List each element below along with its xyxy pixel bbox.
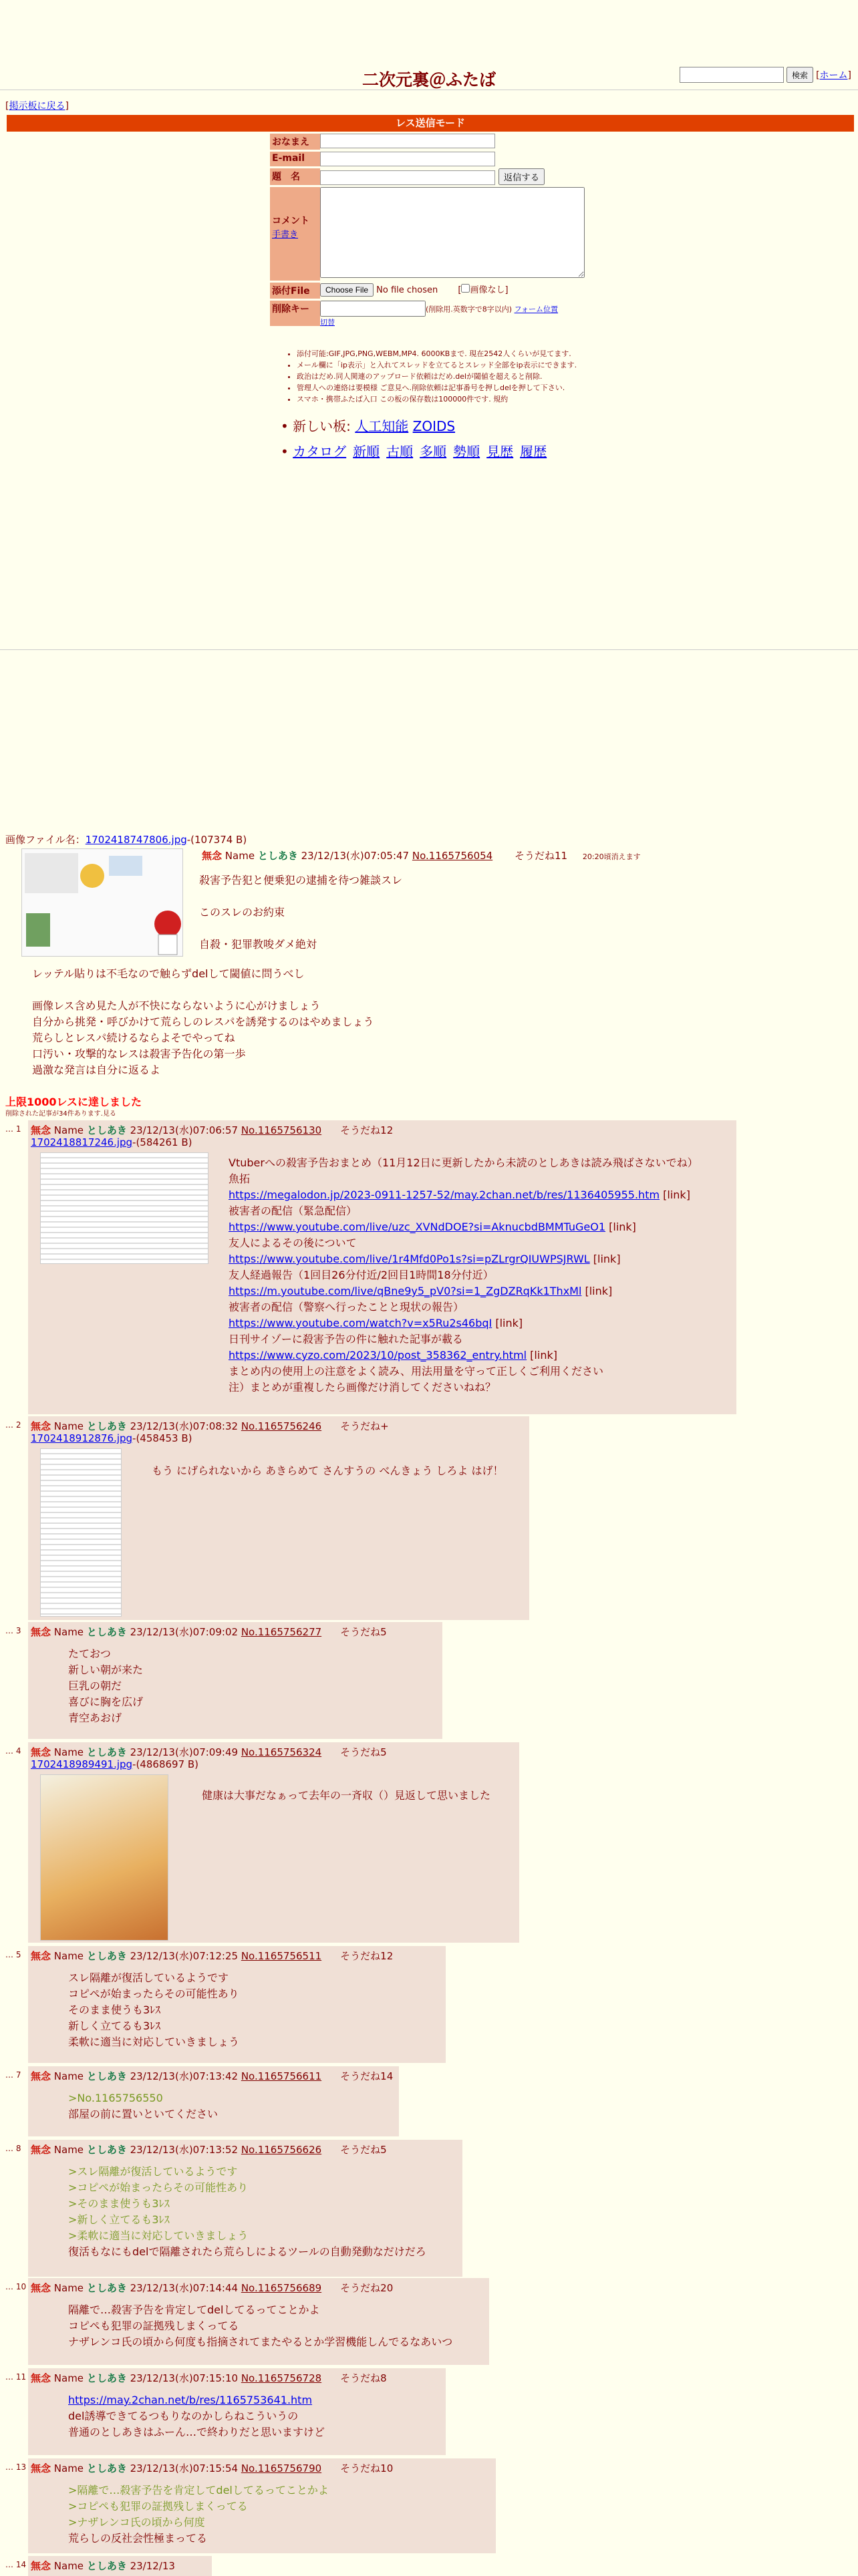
reply-name: としあき xyxy=(86,1420,127,1432)
reply-number-link[interactable]: No.1165756728 xyxy=(241,2372,322,2384)
body-line: たておつ xyxy=(68,1647,111,1660)
sod-button[interactable]: そうだね14 xyxy=(340,2070,394,2082)
reply-header: 無念 Name としあき 23/12/13(水)07:09:49 No.1165756324 そうだね5 xyxy=(31,1746,387,1758)
submit-button[interactable]: 返信する xyxy=(498,168,545,185)
reply-subject: 無念 xyxy=(31,2282,51,2294)
reply-file-info xyxy=(31,1432,192,1444)
body-line: 日刊サイゾーに殺害予告の件に触れた記事が載る xyxy=(229,1333,463,1345)
file-size: -(584261 B) xyxy=(132,1136,192,1148)
board-link[interactable]: 人工知能 xyxy=(355,418,409,434)
email-label: E-mail xyxy=(270,152,320,166)
thumbnail-image xyxy=(22,849,182,956)
top-header xyxy=(0,0,858,90)
comment-textarea[interactable] xyxy=(320,187,585,278)
delete-key-note: (削除用.英数字で8字以内) xyxy=(426,305,513,314)
reply-post xyxy=(28,2278,489,2365)
no-image-label: 画像なし xyxy=(470,285,505,295)
reply-post xyxy=(28,2140,462,2277)
reply-body xyxy=(68,2090,218,2122)
body-line: https://www.cyzo.com/2023/10/post_358362_entry.html [link] xyxy=(229,1349,557,1361)
reply-body xyxy=(229,1155,698,1396)
reply-marker: … 11 xyxy=(5,2372,27,2382)
reply-link[interactable]: https://may.2chan.net/b/res/1165753641.htm xyxy=(68,2394,313,2406)
delete-key-input[interactable] xyxy=(320,301,426,317)
quote-line: >そのまま使うも3ﾚｽ xyxy=(68,2197,170,2210)
reply-number-link[interactable]: No.1165756689 xyxy=(241,2282,322,2294)
reply-number-link[interactable]: No.1165756626 xyxy=(241,2144,322,2156)
reply-file-info xyxy=(31,1136,192,1148)
body-line: スレ隔離が復活しているようです xyxy=(68,1971,229,1984)
reply-name: としあき xyxy=(86,2070,127,2082)
quote-line: >隔離で…殺害予告を肯定してdelしてるってことかよ xyxy=(68,2484,329,2497)
home-link[interactable]: ホーム xyxy=(819,70,848,81)
reply-subject: 無念 xyxy=(31,2372,51,2384)
toggle-link[interactable]: 切替 xyxy=(320,318,335,327)
reply-thumbnail[interactable] xyxy=(40,1448,122,1617)
reply-file-link[interactable]: 1702418912876.jpg xyxy=(31,1432,133,1444)
reply-number-link[interactable]: No.1165756611 xyxy=(241,2070,322,2082)
reply-name: としあき xyxy=(86,1746,127,1758)
deleted-note: 削除された記事が34件あります.見る xyxy=(5,1110,116,1118)
reply-post xyxy=(28,1622,442,1739)
file-size: -(458453 B) xyxy=(132,1432,192,1444)
reply-subject: 無念 xyxy=(31,1950,51,1962)
reply-header: 無念 Name としあき 23/12/13(水)07:13:52 No.1165756626 そうだね5 xyxy=(31,2144,387,2156)
body-line: 部屋の前に置いといてください xyxy=(68,2108,219,2120)
reply-name: としあき xyxy=(86,1124,127,1136)
sod-button[interactable]: そうだね11 xyxy=(515,850,568,862)
op-number-link[interactable]: No.1165756054 xyxy=(412,850,493,862)
body-line: 荒らしの反社会性極まってる xyxy=(68,2532,208,2545)
nav-link-many[interactable]: 多順 xyxy=(420,444,447,460)
reply-body xyxy=(68,1646,143,1726)
reply-body xyxy=(202,1788,490,1804)
no-image-checkbox[interactable] xyxy=(461,284,470,293)
body-line: https://www.youtube.com/live/uzc_XVNdDOE?si=AknucbdBMMTuGeO1 [link] xyxy=(229,1221,636,1233)
body-line: 普通のとしあきはふーん…で終わりだと思いますけど xyxy=(68,2426,325,2438)
page-title: 二次元裏＠ふたば xyxy=(362,70,496,90)
body-line: 新しい朝が来た xyxy=(68,1663,144,1676)
sod-button[interactable]: そうだね5 xyxy=(340,1746,387,1758)
nav-link-old[interactable]: 古順 xyxy=(386,444,414,460)
quote-line: >ナザレンコ氏の頃から何度 xyxy=(68,2516,205,2529)
post-form: おなまえ E-mail 題 名 返信する コメント 手書き 添付File Choose File No file chosen [ 画像なし] 削除キー (削除用.英数字で8字以内) フォーム位置 切替 xyxy=(270,134,604,329)
op-thumbnail[interactable] xyxy=(21,848,183,957)
body-line: 柔軟に適当に対応していきましょう xyxy=(68,2036,240,2048)
reply-post xyxy=(28,2368,446,2455)
body-line: 復活もなにもdelで隔離されたら荒らしによるツールの自動発動なだけだろ xyxy=(68,2245,426,2258)
reply-name: としあき xyxy=(86,2144,127,2156)
quote-line: >コピペが始まったらその可能性あり xyxy=(68,2181,249,2194)
reply-number-link[interactable]: No.1165756790 xyxy=(241,2462,322,2474)
nav-link-new[interactable]: 新順 xyxy=(353,444,380,460)
body-line: 魚拓 xyxy=(229,1172,251,1185)
body-line: 被害者の配信（緊急配信） xyxy=(229,1204,358,1217)
reply-mode-bar: レス送信モード xyxy=(7,115,854,132)
reply-header: 無念 Name としあき 23/12/13(水)07:13:42 No.1165756611 そうだね14 xyxy=(31,2070,394,2082)
reply-marker: … 13 xyxy=(5,2462,27,2472)
reply-body xyxy=(68,2302,452,2350)
sod-button[interactable]: そうだね12 xyxy=(340,1950,394,1962)
reply-name: としあき xyxy=(86,2462,127,2474)
subject-input[interactable] xyxy=(320,170,495,185)
body-line: 健康は大事だなぁって去年の一斉収（）見返して思いました xyxy=(202,1789,491,1802)
sod-button[interactable]: そうだね12 xyxy=(340,1124,394,1136)
reply-marker: … 8 xyxy=(5,2144,21,2153)
board-link[interactable]: ZOIDS xyxy=(412,418,456,434)
body-line: Vtuberへの殺害予告おまとめ（11月12日に更新したから未読のとしあきは読み飛ばさないでね） xyxy=(229,1156,698,1169)
reply-number-link[interactable]: No.1165756277 xyxy=(241,1626,322,1638)
reply-header: 無念 Name としあき 23/12/13(水)07:15:54 No.1165756790 そうだね10 xyxy=(31,2462,394,2474)
limit-notice: 上限1000レスに達しました xyxy=(5,1096,142,1108)
body-line: まとめ内の使用上の注意をよく読み、用法用量を守って正しくご利用ください xyxy=(229,1365,603,1378)
reply-marker: … 3 xyxy=(5,1626,21,1635)
body-line: del誘導できてるつもりなのかしらねこういうの xyxy=(68,2410,299,2422)
catalog-nav: • カタログ 新順 古順 多順 勢順 見歴 履歴 xyxy=(281,444,547,460)
name-label: おなまえ xyxy=(270,134,320,150)
reply-number-link[interactable]: No.1165756511 xyxy=(241,1950,322,1962)
reply-name: としあき xyxy=(86,2372,127,2384)
reply-header: 無念 Name としあき 23/12/13(水)07:15:10 No.1165756728 そうだね8 xyxy=(31,2372,387,2384)
body-line: https://m.youtube.com/live/qBne9y5_pV0?si=1_ZgDZRqKk1ThxMl [link] xyxy=(229,1285,613,1297)
name-input[interactable] xyxy=(320,134,495,148)
body-line: https://www.youtube.com/watch?v=x5Ru2s46bqI [link] xyxy=(229,1317,523,1329)
quote-line: >スレ隔離が復活しているようです xyxy=(68,2165,238,2178)
reply-file-link[interactable]: 1702418989491.jpg xyxy=(31,1758,133,1770)
reply-link[interactable]: https://www.youtube.com/live/1r4Mfd0Po1s?si=pZLrgrQIUWPSJRWL xyxy=(229,1253,590,1265)
nav-link-viewed[interactable]: 見歴 xyxy=(486,444,514,460)
nav-link-history[interactable]: 履歴 xyxy=(520,444,547,460)
reply-post xyxy=(28,1120,736,1414)
file-size: -(4868697 B) xyxy=(132,1758,199,1770)
reply-body xyxy=(68,1970,239,2050)
reply-marker: … 14 xyxy=(5,2560,27,2569)
op-header: 無念 Name としあき 23/12/13(水)07:05:47 No.1165756054 そうだね11 20:20頃消えます xyxy=(202,850,641,862)
body-line: 注）まとめが重複したら画像だけ消してくださいねね？ xyxy=(229,1381,496,1394)
reply-header: 無念 Name としあき 23/12/13 xyxy=(31,2560,175,2572)
back-to-board-link[interactable]: 掲示板に戻る xyxy=(9,101,65,112)
search-input[interactable] xyxy=(680,67,784,83)
note-item: • 政治はだめ.同人関連のアップロード依頼はだめ.delが閾値を超えると削除. xyxy=(297,371,644,382)
sod-button[interactable]: そうだね+ xyxy=(340,1420,389,1432)
search-area: 検索 [ホーム] xyxy=(680,67,851,83)
reply-link[interactable]: https://megalodon.jp/2023-0911-1257-52/may.2chan.net/b/res/1136405955.htm xyxy=(229,1188,660,1201)
reply-subject: 無念 xyxy=(31,1420,51,1432)
reply-name: としあき xyxy=(86,1950,127,1962)
sod-button[interactable]: そうだね8 xyxy=(340,2372,387,2384)
body-line: 被害者の配信（警察へ行ったことと現状の報告） xyxy=(229,1301,464,1313)
reply-subject: 無念 xyxy=(31,2560,51,2572)
body-line: 隔離で…殺害予告を肯定してdelしてるってことかよ xyxy=(68,2303,320,2316)
body-line: 友人経過報告（1回目26分付近/2回目1時間18分付近） xyxy=(229,1269,494,1281)
reply-body xyxy=(68,2482,329,2547)
reply-subject: 無念 xyxy=(31,1626,51,1638)
reply-subject: 無念 xyxy=(31,2144,51,2156)
sod-button[interactable]: そうだね10 xyxy=(340,2462,394,2474)
handwriting-link[interactable]: 手書き xyxy=(272,230,299,240)
posting-notes xyxy=(270,348,644,405)
body-line: コピペも犯罪の証拠残しまくってる xyxy=(68,2319,239,2332)
reply-header: 無念 Name としあき 23/12/13(水)07:14:44 No.1165756689 そうだね20 xyxy=(31,2282,394,2294)
nav-link-momentum[interactable]: 勢順 xyxy=(453,444,480,460)
op-file-info: 画像ファイル名：1702418747806.jpg-(107374 B) xyxy=(5,834,247,846)
reply-post xyxy=(28,1416,529,1620)
comment-label: コメント xyxy=(272,216,309,226)
reply-post xyxy=(28,1742,519,1943)
quote-line: >No.1165756550 xyxy=(68,2092,163,2104)
op-file-link[interactable]: 1702418747806.jpg xyxy=(85,834,187,846)
reply-name: としあき xyxy=(86,1626,127,1638)
reply-body xyxy=(68,2164,426,2260)
sod-button[interactable]: そうだね5 xyxy=(340,2144,387,2156)
reply-number-link[interactable]: No.1165756130 xyxy=(241,1124,322,1136)
quote-line: >新しく立てるも3ﾚｽ xyxy=(68,2213,170,2226)
reply-marker: … 4 xyxy=(5,1746,21,1756)
body-line: 新しく立てるも3ﾚｽ xyxy=(68,2020,161,2032)
delete-key-label: 削除キー xyxy=(270,301,320,326)
reply-subject: 無念 xyxy=(31,1124,51,1136)
search-button[interactable]: 検索 xyxy=(786,67,813,83)
reply-post xyxy=(28,2458,496,2553)
subject-label: 題 名 xyxy=(270,168,320,185)
body-line: ナザレンコ氏の頃から何度も指摘されてまたやるとか学習機能しんでるなあいつ xyxy=(68,2336,453,2348)
reply-number-link[interactable]: No.1165756246 xyxy=(241,1420,322,1432)
reply-subject: 無念 xyxy=(31,2070,51,2082)
reply-name: としあき xyxy=(86,2560,127,2572)
form-position-link[interactable]: フォーム位置 xyxy=(514,305,559,314)
reply-link[interactable]: https://www.youtube.com/live/uzc_XVNdDOE?si=AknucbdBMMTuGeO1 xyxy=(229,1221,606,1233)
body-line: 巨乳の朝だ xyxy=(68,1679,122,1692)
body-line: そのまま使うも3ﾚｽ xyxy=(68,2003,161,2016)
reply-subject: 無念 xyxy=(31,1746,51,1758)
body-line: コピペが始まったらその可能性あり xyxy=(68,1987,239,2000)
comment-label-cell xyxy=(270,187,320,281)
reply-marker: … 2 xyxy=(5,1420,21,1430)
body-line: 喜びに胸を広げ xyxy=(68,1696,144,1708)
note-item: • 添付可能:GIF,JPG,PNG,WEBM,MP4. 6000KBまで. 現在2542人くらいが見てます. xyxy=(297,348,644,359)
email-input[interactable] xyxy=(320,152,495,166)
reply-file-link[interactable]: 1702418817246.jpg xyxy=(31,1136,133,1148)
reply-name: としあき xyxy=(86,2282,127,2294)
new-boards: • 新しい板: 人工知能 ZOIDS xyxy=(281,418,456,434)
reply-marker: … 10 xyxy=(5,2282,27,2291)
nav-link-catalog[interactable]: カタログ xyxy=(293,444,347,460)
reply-marker: … 7 xyxy=(5,2070,21,2080)
body-line: https://megalodon.jp/2023-0911-1257-52/may.2chan.net/b/res/1136405955.htm [link] xyxy=(229,1188,690,1201)
file-label: 添付File xyxy=(270,283,320,299)
body-line: 友人によるその後について xyxy=(229,1237,357,1249)
back-link-wrap: [掲示板に戻る] xyxy=(5,101,69,112)
reply-post xyxy=(28,1946,446,2063)
reply-header: 無念 Name としあき 23/12/13(水)07:09:02 No.1165756277 そうだね5 xyxy=(31,1626,387,1638)
reply-post xyxy=(28,2066,399,2136)
reply-body xyxy=(68,2392,325,2440)
reply-number-link[interactable]: No.1165756324 xyxy=(241,1746,322,1758)
reply-thumbnail[interactable] xyxy=(40,1152,208,1264)
note-item: • 管理人への連絡は要模様 ご意見へ.削除依頼は記事番号を押しdelを押して下さい. xyxy=(297,382,644,393)
op-body-rules: レッテル貼りは不毛なので触らずdelして閾値に問うべし 画像レス含め見た人が不快にならないように心がけましょう 自分から挑発・呼びかけて荒らしのレスパを誘発するのはやめましょう 荒らしとレスパ続けるならよそでやってね 口汚い・攻撃的なレスは殺害予告化の第一歩 過激な発言は自分に返るよ xyxy=(32,967,374,1076)
reply-subject: 無念 xyxy=(31,2462,51,2474)
reply-file-info xyxy=(31,1758,198,1770)
reply-marker: … 5 xyxy=(5,1950,21,1959)
body-line: 青空あおげ xyxy=(68,1712,122,1724)
choose-file-button[interactable]: Choose File xyxy=(320,283,374,297)
op-body: 殺害予告犯と便乗犯の逮捕を待つ雑談スレ このスレのお約束 自殺・犯罪教唆ダメ絶対 xyxy=(199,874,403,951)
quote-line: >コピペも犯罪の証拠残しまくってる xyxy=(68,2500,248,2513)
divider xyxy=(0,649,858,650)
file-status: No file chosen xyxy=(376,285,438,295)
note-item: • メール欄に「ip表示」と入れてスレッドを立てるとスレッド全部をip表示にできます. xyxy=(297,359,644,371)
body-line: もう にげられないから あきらめて さんすうの べんきょう しろよ はげ！ xyxy=(152,1464,504,1477)
reply-header: 無念 Name としあき 23/12/13(水)07:12:25 No.1165756511 そうだね12 xyxy=(31,1950,394,1962)
reply-body xyxy=(152,1463,504,1479)
reply-marker: … 1 xyxy=(5,1124,21,1134)
sod-button[interactable]: そうだね5 xyxy=(340,1626,387,1638)
reply-link[interactable]: https://www.cyzo.com/2023/10/post_358362_entry.html xyxy=(229,1349,527,1361)
note-item: • スマホ・携帯ふたば入口 この板の保存数は100000件です. 規約 xyxy=(297,393,644,405)
reply-header: 無念 Name としあき 23/12/13(水)07:08:32 No.1165756246 そうだね+ xyxy=(31,1420,389,1432)
reply-header: 無念 Name としあき 23/12/13(水)07:06:57 No.1165756130 そうだね12 xyxy=(31,1124,394,1136)
sod-button[interactable]: そうだね20 xyxy=(340,2282,394,2294)
reply-link[interactable]: https://www.youtube.com/watch?v=x5Ru2s46bqI xyxy=(229,1317,492,1329)
reply-link[interactable]: https://m.youtube.com/live/qBne9y5_pV0?si=1_ZgDZRqKk1ThxMl xyxy=(229,1285,582,1297)
reply-thumbnail[interactable] xyxy=(40,1774,168,1941)
body-line: https://www.youtube.com/live/1r4Mfd0Po1s?si=pZLrgrQIUWPSJRWL [link] xyxy=(229,1253,621,1265)
quote-line: >柔軟に適当に対応していきましょう xyxy=(68,2229,249,2242)
